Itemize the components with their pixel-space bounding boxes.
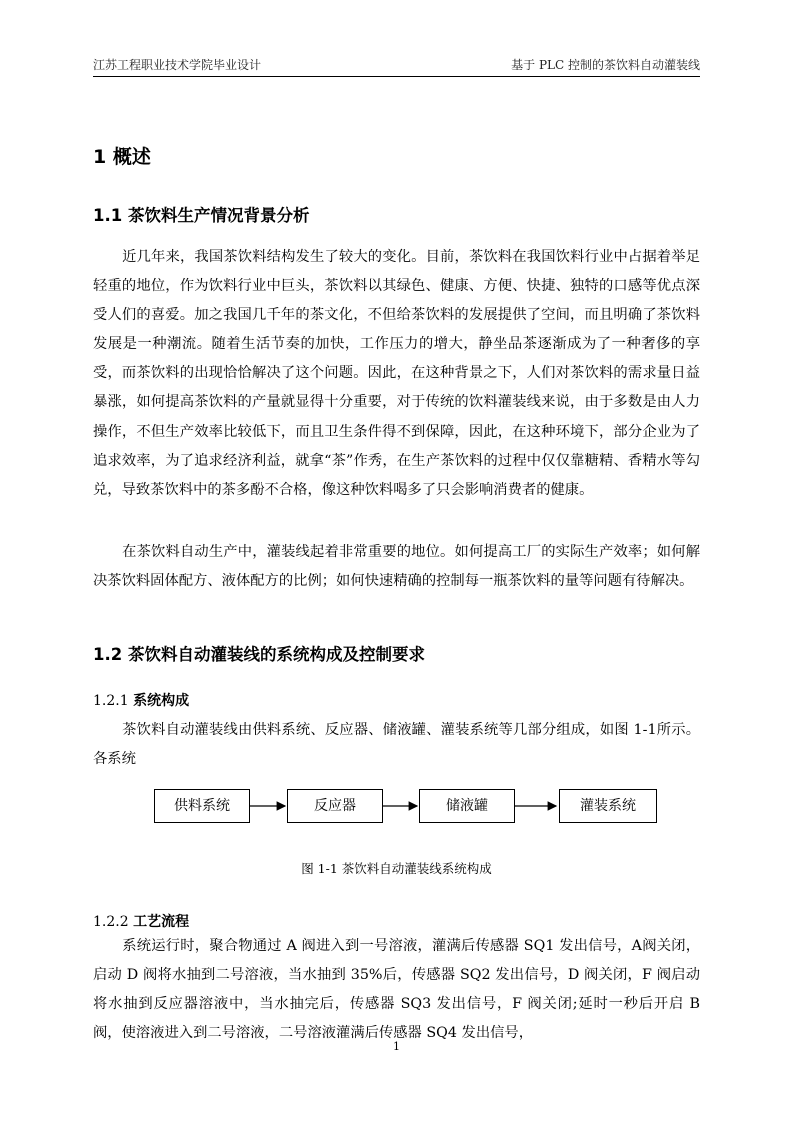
subsection-title: 系统构成	[133, 693, 190, 709]
section-1-1-title: 1.1 茶饮料生产情况背景分析	[93, 206, 310, 225]
paragraph-text: 在茶饮料自动生产中，灌装线起着非常重要的地位。如何提高工厂的实际生产效率；如何解决茶饮料固体配方、液体配方的比例；如何快速精确的控制每一瓶茶饮料的量等问题有待解决。	[93, 544, 700, 590]
subsection-1-2-1-paragraph	[93, 716, 700, 774]
header-left-text: 江苏工程职业技术学院毕业设计	[93, 58, 262, 72]
section-1-1-paragraph-2	[93, 538, 700, 596]
subsection-1-2-2-paragraph	[93, 932, 700, 1048]
header-divider	[93, 76, 700, 77]
subsection-1-2-2-heading	[93, 911, 189, 931]
section-1-1-paragraph-1	[93, 243, 700, 505]
header-right-text: 基于 PLC 控制的茶饮料自动灌装线	[511, 58, 700, 72]
subsection-number: 1.2.2	[93, 914, 129, 930]
page-number: 1	[393, 1040, 400, 1053]
page-header	[93, 56, 700, 76]
flow-box-reactor: 反应器	[287, 789, 383, 823]
paragraph-text: 茶饮料自动灌装线由供料系统、反应器、储液罐、灌装系统等几部分组成，如图 1-1所示。各系统	[93, 722, 700, 768]
section-1-2-title: 1.2 茶饮料自动灌装线的系统构成及控制要求	[93, 645, 425, 664]
paragraph-text: 近几年来，我国茶饮料结构发生了较大的变化。目前，茶饮料在我国饮料行业中占据着举足轻重的地位，作为饮料行业中巨头，茶饮料以其绿色、健康、方便、快捷、独特的口感等优点深受人们的喜爱。加之我国几千年的茶文化，不但给茶饮料的发展提供了空间，而且明确了茶饮料发展是一种潮流。随着生活节奏的加快，工作压力的增大，静坐品茶逐渐成为了一种奢侈的享受，而茶饮料的出现恰恰解决了这个问题。因此，在这种背景之下，人们对茶饮料的需求量日益暴涨，如何提高茶饮料的产量就显得十分重要，对于传统的饮料灌装线来说，由于多数是由人力操作，不但生产效率比较低下，而且卫生条件得不到保障，因此，在这种环境下，部分企业为了追求效率，为了追求经济利益，就拿“茶”作秀，在生产茶饮料的过程中仅仅靠糖精、香精水等勾兑，导致茶饮料中的茶多酚不合格，像这种饮料喝多了只会影响消费者的健康。	[93, 249, 700, 498]
subsection-1-2-1-heading	[93, 690, 189, 710]
paragraph-text: 系统运行时，聚合物通过 A 阀进入到一号溶液，灌满后传感器 SQ1 发出信号，A阀关闭，启动 D 阀将水抽到二号溶液，当水抽到 35%后，传感器 SQ2 发出信号，D 阀关闭，F 阀启动将水抽到反应器溶液中，当水抽完后，传感器 SQ3 发出信号，F 阀关闭;延时一秒后开启 B 阀，使溶液进入到二号溶液，二号溶液灌满后传感器 SQ4 发出信号，	[93, 938, 700, 1042]
system-flow-diagram	[154, 789, 657, 823]
subsection-number: 1.2.1	[93, 693, 129, 709]
flow-box-storage-tank: 储液罐	[419, 789, 515, 823]
figure-caption: 图 1-1 茶饮料自动灌装线系统构成	[301, 861, 492, 876]
subsection-title: 工艺流程	[133, 914, 190, 930]
chapter-title: 1 概述	[93, 146, 151, 168]
flow-box-filling-system: 灌装系统	[559, 789, 657, 823]
flow-box-supply: 供料系统	[154, 789, 250, 823]
